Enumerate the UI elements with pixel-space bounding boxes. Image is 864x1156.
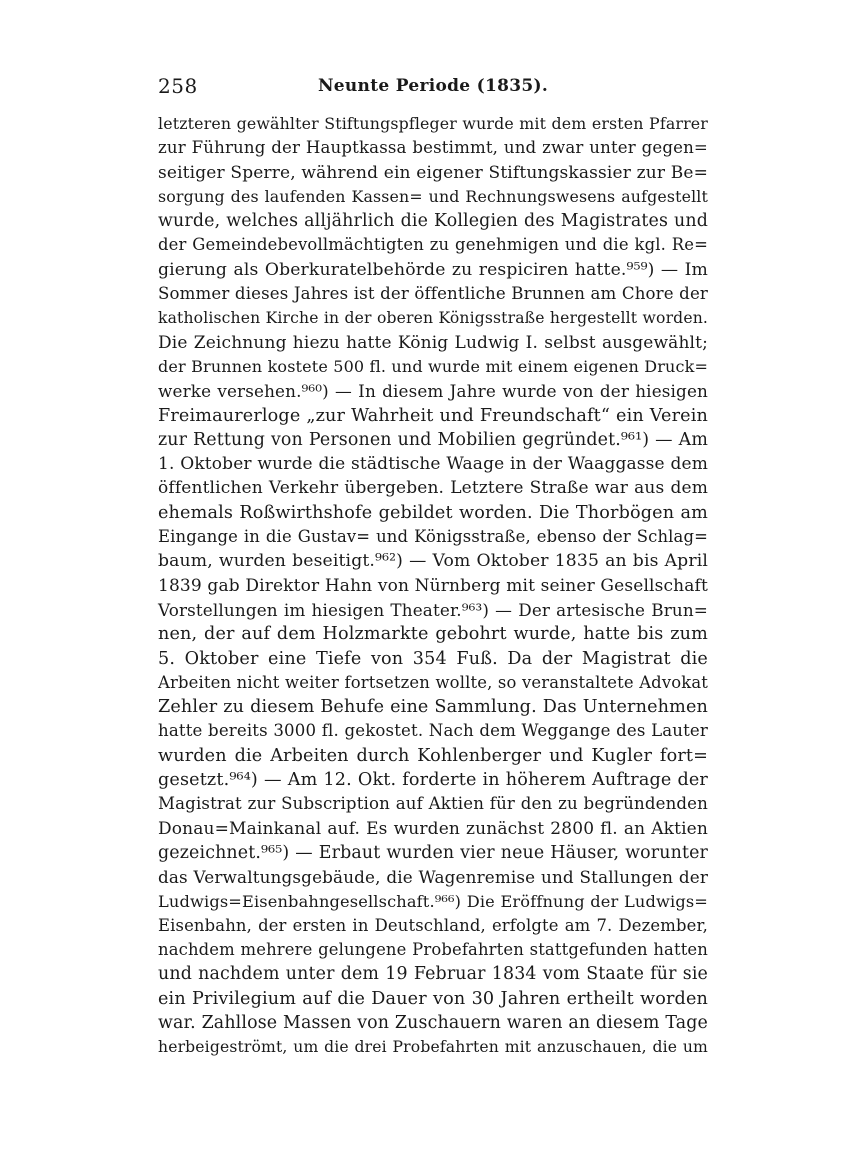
text-line: herbeigeströmt, um die drei Probefahrten mit anzuschauen, die um: [158, 1038, 708, 1057]
text-line: Eingange in die Gustav= und Königsstraße, ebenso der Schlag=: [158, 527, 708, 547]
text-line: nachdem mehrere gelungene Probefahrten stattgefunden hatten: [158, 940, 708, 960]
text-line: Freimaurerloge „zur Wahrheit und Freundschaft“ ein Verein: [158, 405, 708, 426]
text-line: Sommer dieses Jahres ist der öffentliche Brunnen am Chore der: [158, 284, 708, 304]
text-line: sorgung des laufenden Kassen= und Rechnungswesens aufgestellt: [158, 186, 708, 206]
text-line: der Brunnen kostete 500 fl. und wurde mit einem eigenen Druck=: [158, 356, 708, 376]
text-line: Donau=Mainkanal auf. Es wurden zunächst 2800 fl. an Aktien: [158, 818, 708, 839]
text-line: 1. Oktober wurde die städtische Waage in der Waaggasse dem: [158, 454, 708, 475]
text-line: zur Führung der Hauptkassa bestimmt, und zwar unter gegen=: [158, 138, 708, 158]
text-line: Zehler zu diesem Behufe eine Sammlung. Das Unternehmen: [158, 697, 708, 718]
text-line: wurde, welches alljährlich die Kollegien des Magistrates und: [158, 211, 708, 232]
text-line: seitiger Sperre, während ein eigener Stiftungskassier zur Be=: [158, 162, 708, 183]
body-text: [158, 112, 708, 1112]
text-line: gesetzt.⁹⁶⁴) — Am 12. Okt. forderte in höherem Auftrage der: [158, 770, 708, 791]
page-header: [158, 72, 708, 102]
text-line: 1839 gab Direktor Hahn von Nürnberg mit seiner Gesellschaft: [158, 575, 708, 596]
text-line: katholischen Kirche in der oberen Königsstraße hergestellt worden.: [158, 309, 708, 328]
text-line: letzteren gewählter Stiftungspfleger wurde mit dem ersten Pfarrer: [158, 114, 708, 133]
text-line: gezeichnet.⁹⁶⁵) — Erbaut wurden vier neue Häuser, worunter: [158, 842, 708, 863]
text-line: Eisenbahn, der ersten in Deutschland, erfolgte am 7. Dezember,: [158, 915, 708, 935]
text-line: der Gemeindebevollmächtigten zu genehmigen und die kgl. Re=: [158, 235, 708, 255]
text-line: hatte bereits 3000 fl. gekostet. Nach dem Weggange des Lauter: [158, 721, 708, 741]
text-line: war. Zahllose Massen von Zuschauern waren an diesem Tage: [158, 1012, 708, 1033]
text-line: nen, der auf dem Holzmarkte gebohrt wurde, hatte bis zum: [158, 624, 708, 645]
text-line: ehemals Roßwirthshofe gebildet worden. Die Thorbögen am: [158, 502, 708, 523]
text-line: gierung als Oberkuratelbehörde zu respiciren hatte.⁹⁵⁹) — Im: [158, 259, 708, 280]
text-line: und nachdem unter dem 19 Februar 1834 vom Staate für sie: [158, 964, 708, 985]
text-line: 5. Oktober eine Tiefe von 354 Fuß. Da der Magistrat die: [158, 648, 708, 669]
text-line: baum, wurden beseitigt.⁹⁶²) — Vom Oktober 1835 an bis April: [158, 551, 708, 572]
page-number: 258: [158, 74, 198, 98]
text-line: Ludwigs=Eisenbahngesellschaft.⁹⁶⁶) Die Eröffnung der Ludwigs=: [158, 891, 708, 911]
text-line: zur Rettung von Personen und Mobilien gegründet.⁹⁶¹) — Am: [158, 429, 708, 450]
text-line: wurden die Arbeiten durch Kohlenberger und Kugler fort=: [158, 745, 708, 766]
text-line: Vorstellungen im hiesigen Theater.⁹⁶³) — Der artesische Brun=: [158, 599, 708, 620]
text-line: ein Privilegium auf die Dauer von 30 Jahren ertheilt worden: [158, 988, 708, 1009]
text-line: das Verwaltungsgebäude, die Wagenremise und Stallungen der: [158, 867, 708, 888]
text-line: Die Zeichnung hiezu hatte König Ludwig I. selbst ausgewählt;: [158, 332, 708, 353]
text-line: öffentlichen Verkehr übergeben. Letztere Straße war aus dem: [158, 478, 708, 499]
text-line: werke versehen.⁹⁶⁰) — In diesem Jahre wurde von der hiesigen: [158, 381, 708, 402]
text-line: Arbeiten nicht weiter fortsetzen wollte, so veranstaltete Advokat: [158, 672, 708, 692]
text-line: Magistrat zur Subscription auf Aktien für den zu begründenden: [158, 794, 708, 814]
running-head: Neunte Periode (1835).: [317, 76, 549, 96]
